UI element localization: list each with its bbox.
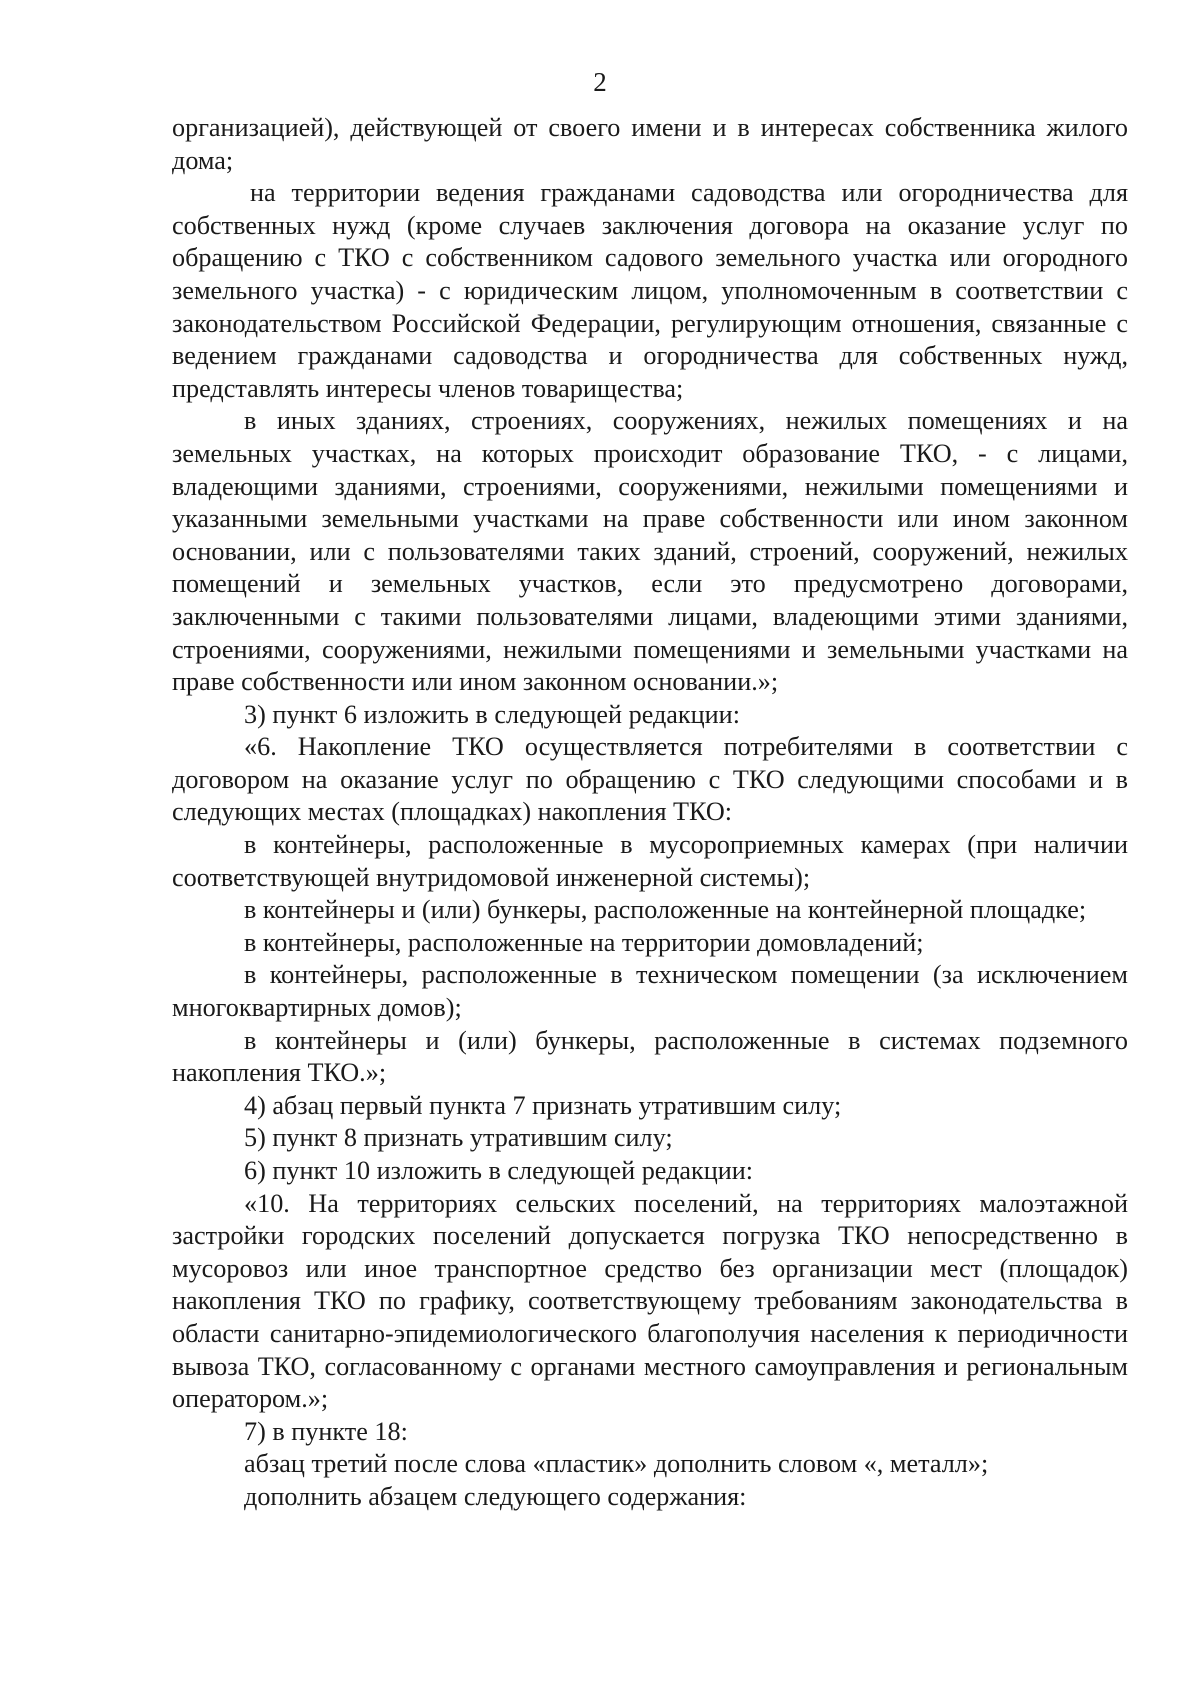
paragraph: в контейнеры и (или) бункеры, расположенные на контейнерной площадке;	[244, 895, 1087, 925]
paragraph: на территории ведения гражданами садоводства или огородничества для собственных нужд (кроме случаев заключения договора на оказание услуг по обращению с ТКО с собственником садового земельного участка или огородного земельного участка) - с юридическим лицом, уполномоченным в соответствии с законодательством Российской Федерации, регулирующим отношения, связанные с ведением гражданами садоводства и огородничества для собственных нужд, представлять интересы членов товарищества;	[172, 178, 1128, 403]
paragraph: организацией), действующей от своего имени и в интересах собственника жилого дома;	[172, 113, 1128, 175]
paragraph: 3) пункт 6 изложить в следующей редакции:	[244, 699, 740, 729]
paragraph: в иных зданиях, строениях, сооружениях, нежилых помещениях и на земельных участках, на которых происходит образование ТКО, - с лицами, владеющими зданиями, строениями, сооружениями, нежилыми помещениями и указанными земельными участками на праве собственности или ином законном основании, или с пользователями таких зданий, строений, сооружений, нежилых помещений и земельных участков, если это предусмотрено договорами, заключенными с такими пользователями лицами, владеющими этими зданиями, строениями, сооружениями, нежилыми помещениями и земельными участками на праве собственности или ином законном основании.»;	[172, 406, 1128, 697]
paragraph: 4) абзац первый пункта 7 признать утратившим силу;	[244, 1090, 842, 1120]
paragraph: абзац третий после слова «пластик» дополнить словом «, металл»;	[244, 1449, 989, 1479]
paragraph: в контейнеры, расположенные на территории домовладений;	[244, 927, 924, 957]
document-body	[172, 112, 1128, 1514]
paragraph: 5) пункт 8 признать утратившим силу;	[244, 1123, 673, 1153]
paragraph: «6. Накопление ТКО осуществляется потребителями в соответствии с договором на оказание услуг по обращению с ТКО следующими способами и в следующих местах (площадках) накопления ТКО:	[172, 732, 1128, 827]
page-number: 2	[593, 67, 607, 97]
paragraph: дополнить абзацем следующего содержания:	[244, 1481, 747, 1511]
paragraph: 6) пункт 10 изложить в следующей редакции:	[244, 1156, 754, 1185]
paragraph: в контейнеры и (или) бункеры, расположенные в системах подземного накопления ТКО.»;	[172, 1025, 1128, 1088]
paragraph: 7) в пункте 18:	[244, 1416, 408, 1446]
paragraph: в контейнеры, расположенные в техническом помещении (за исключением многоквартирных домов);	[172, 960, 1128, 1023]
paragraph: «10. На территориях сельских поселений, на территориях малоэтажной застройки городских поселений допускается погрузка ТКО непосредственно в мусоровоз или иное транспортное средство без организации мест (площадок) накопления ТКО по графику, соответствующему требованиям законодательства в области санитарно-эпидемиологического благополучия населения к периодичности вывоза ТКО, согласованному с органами местного самоуправления и региональным оператором.»;	[172, 1188, 1128, 1414]
paragraph: в контейнеры, расположенные в мусороприемных камерах (при наличии соответствующей внутридомовой инженерной системы);	[172, 830, 1128, 892]
